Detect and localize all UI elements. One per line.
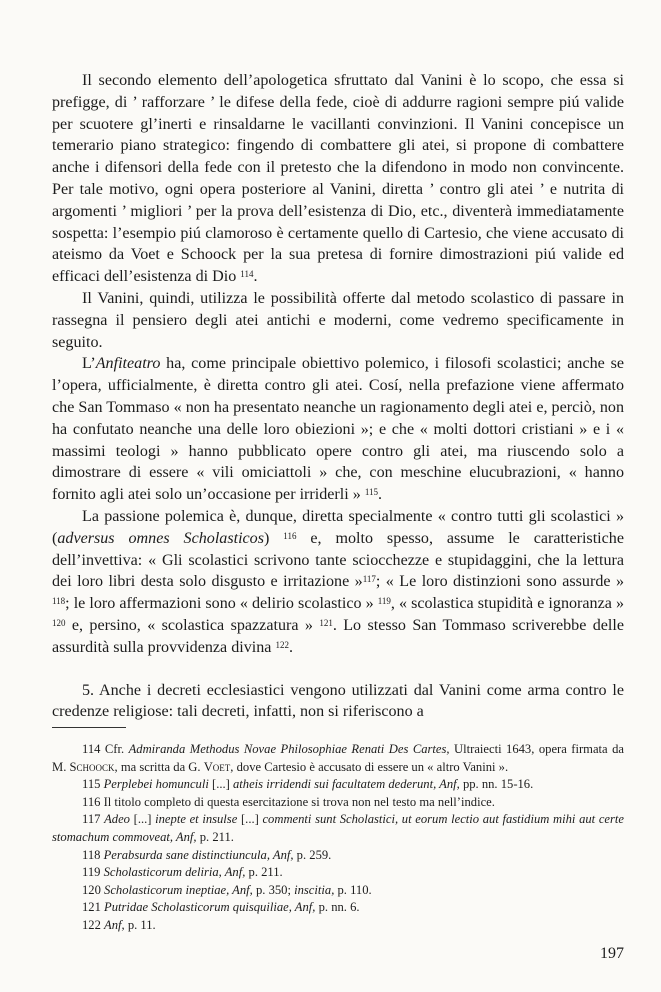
text-run: 116 Il titolo completo di questa esercitazione si trova non nel testo ma nell’indice. [82, 794, 495, 809]
text-run: p. nn. 6. [315, 900, 360, 915]
text-run: 117 [82, 812, 105, 827]
text-run: Il secondo elemento dell’apologetica sfruttato dal Vanini è lo scopo, che essa si prefigge, di ’ rafforzare ’ le difese della fede, cioè di addurre ragioni sempre piú valide per scuotere gl’inerti e rinsaldarne le vacillanti convinzioni. Il Vanini concepisce un temerario piano strategico: fingendo di combattere gli atei, si propone di combattere anche i difensori della fede con il pretesto che la difendono in modo non convincente. Per tale motivo, ogni opera posteriore al Vanini, diretta ’ contro gli atei ’ e nutrita di argomenti ’ migliori ’ per la prova dell’esistenza di Dio, etc., diventerà immediatamente sospetta: l’esempio piú clamoroso è certamente quello di Cartesio, che viene accusato di ateismo da Voet e Schoock per la sua pretesa di fornire dimostrazioni piú valide ed efficaci dell’esistenza di Dio [52, 72, 624, 286]
text-run: . Lo stesso San Tommaso scriverebbe delle assurdità sulla provvidenza divina [52, 616, 624, 656]
text-run: p. 211. [196, 829, 234, 844]
text-run: . [253, 268, 258, 286]
text-run: p. 259. [293, 847, 332, 862]
italic-text: Anf, [104, 917, 125, 932]
footnote-ref: 117 [362, 574, 376, 585]
text-run: [...] [208, 777, 233, 792]
italic-text: atheis irridendi sui facultatem dederunt, Anf, [233, 777, 460, 792]
text-run: 5. Anche i decreti ecclesiastici vengono utilizzati dal Vanini come arma contro le credenze religiose: tali decreti, infatti, non si riferiscono a [52, 681, 624, 721]
footnote [52, 899, 624, 917]
author-name: Voet [203, 759, 231, 774]
page-number: 197 [600, 945, 624, 962]
italic-text: Adeo [104, 812, 130, 827]
text-run: ) [264, 529, 284, 547]
author-name: Schoock [69, 759, 115, 774]
text-run: ha, come principale obiettivo polemico, i filosofi scolastici; anche se l’opera, ufficialmente, è diretta contro gli atei. Cosí, nella prefazione viene affermato che San Tommaso « non ha presentato neanche un ragionamento degli atei e, perciò, non ha confutato neanche una delle loro obiezioni »; e che « molti dottori cristiani » e i « massimi teologi » hanno pubblicato opere contro gli atei, ma riuscendo solo a dimostrare di essere « vili omiciattoli » che, con meschine elucubrazioni, « hanno fornito agli atei solo un’occasione per irriderli » [52, 355, 624, 504]
footnote-separator [52, 727, 126, 728]
text-run: , ma scritta da G. [114, 759, 204, 774]
footnote-ref: 119 [377, 596, 391, 607]
text-run: [...] [129, 812, 156, 827]
italic-text: Anfiteatro [95, 355, 161, 373]
footnote-ref: 120 [52, 617, 66, 628]
paragraph [52, 70, 624, 288]
footnote [52, 794, 624, 812]
text-run: 118 [82, 847, 104, 862]
italic-text: Perplebei homunculi [103, 777, 209, 792]
footnote [52, 864, 624, 882]
footnotes [52, 741, 624, 935]
footnote-ref: 116 [283, 530, 297, 541]
italic-text: commenti sunt Scholastici, ut eorum lectio aut fastidium mihi aut certe stomachum commoveat, Anf, [52, 812, 624, 844]
text-run: e, persino, « scolastica spazzatura » [65, 616, 320, 634]
text-run: . [378, 486, 383, 504]
text-run: 115 [82, 777, 104, 792]
italic-text: Putridae Scholasticorum quisquiliae, Anf, [104, 900, 316, 915]
footnote-ref: 114 [240, 269, 254, 280]
text-run: [...] [237, 812, 263, 827]
footnote [52, 741, 624, 776]
footnote [52, 847, 624, 865]
text-run: L’ [82, 355, 96, 373]
italic-text: Scholasticorum deliria, Anf, [103, 865, 246, 880]
text-run: p. 110. [334, 882, 372, 897]
paragraph [52, 506, 624, 659]
footnote-ref: 122 [275, 639, 289, 650]
text-run: p. 350; [252, 882, 295, 897]
text-run: Il Vanini, quindi, utilizza le possibilità offerte dal metodo scolastico di passare in rassegna il pensiero degli atei antichi e moderni, come vedremo specificamente in seguito. [52, 289, 624, 351]
italic-text: Admiranda Methodus Novae Philosophiae Renati Des Cartes, [128, 742, 450, 756]
footnote [52, 882, 624, 900]
italic-text: Perabsurda sane distinctiuncula, Anf, [103, 847, 294, 862]
italic-text: Scholasticorum ineptiae, Anf, [104, 882, 253, 897]
text-run: 122 [82, 917, 105, 932]
text-run: p. 11. [124, 917, 156, 932]
text-run: 120 [82, 882, 105, 897]
footnote [52, 917, 624, 935]
footnote-ref: 118 [52, 596, 66, 607]
text-run: 119 [82, 865, 104, 880]
italic-text: inscitia, [294, 882, 335, 897]
footnote [52, 776, 624, 794]
text-run: La passione polemica è, dunque, diretta specialmente « contro tutti gli scolastici » ( [52, 507, 624, 547]
text-run: 114 Cfr. [82, 742, 129, 756]
paragraph [52, 353, 624, 506]
footnote-ref: 121 [319, 617, 333, 628]
text-run: . [288, 638, 293, 656]
text-run: Ultraiecti 1643, opera firmata da M. [52, 742, 624, 774]
text-run: p. 211. [245, 865, 283, 880]
footnote [52, 811, 624, 846]
footnote-ref: 115 [364, 487, 379, 498]
text-run: e, molto spesso, assume le caratteristiche dell’invettiva: « Gli scolastici scrivono tante sciocchezze e stupidaggini, che la lettura dei loro libri desta solo disgusto e irritazione » [52, 529, 624, 591]
section-paragraph [52, 680, 624, 724]
text-run: , « scolastica stupidità e ignoranza » [390, 595, 624, 613]
italic-text: adversus omnes Scholasticos [57, 529, 264, 547]
paragraph [52, 288, 624, 353]
text-run: 121 [82, 900, 105, 915]
italic-text: inepte et insulse [155, 812, 238, 827]
main-text [52, 70, 624, 723]
text-run: pp. nn. 15-16. [459, 777, 534, 792]
text-run: ; « Le loro distinzioni sono assurde » [375, 573, 625, 591]
text-run: , dove Cartesio è accusato di essere un « altro Vanini ». [230, 759, 509, 774]
text-run: ; le loro affermazioni sono « delirio scolastico » [65, 595, 378, 613]
